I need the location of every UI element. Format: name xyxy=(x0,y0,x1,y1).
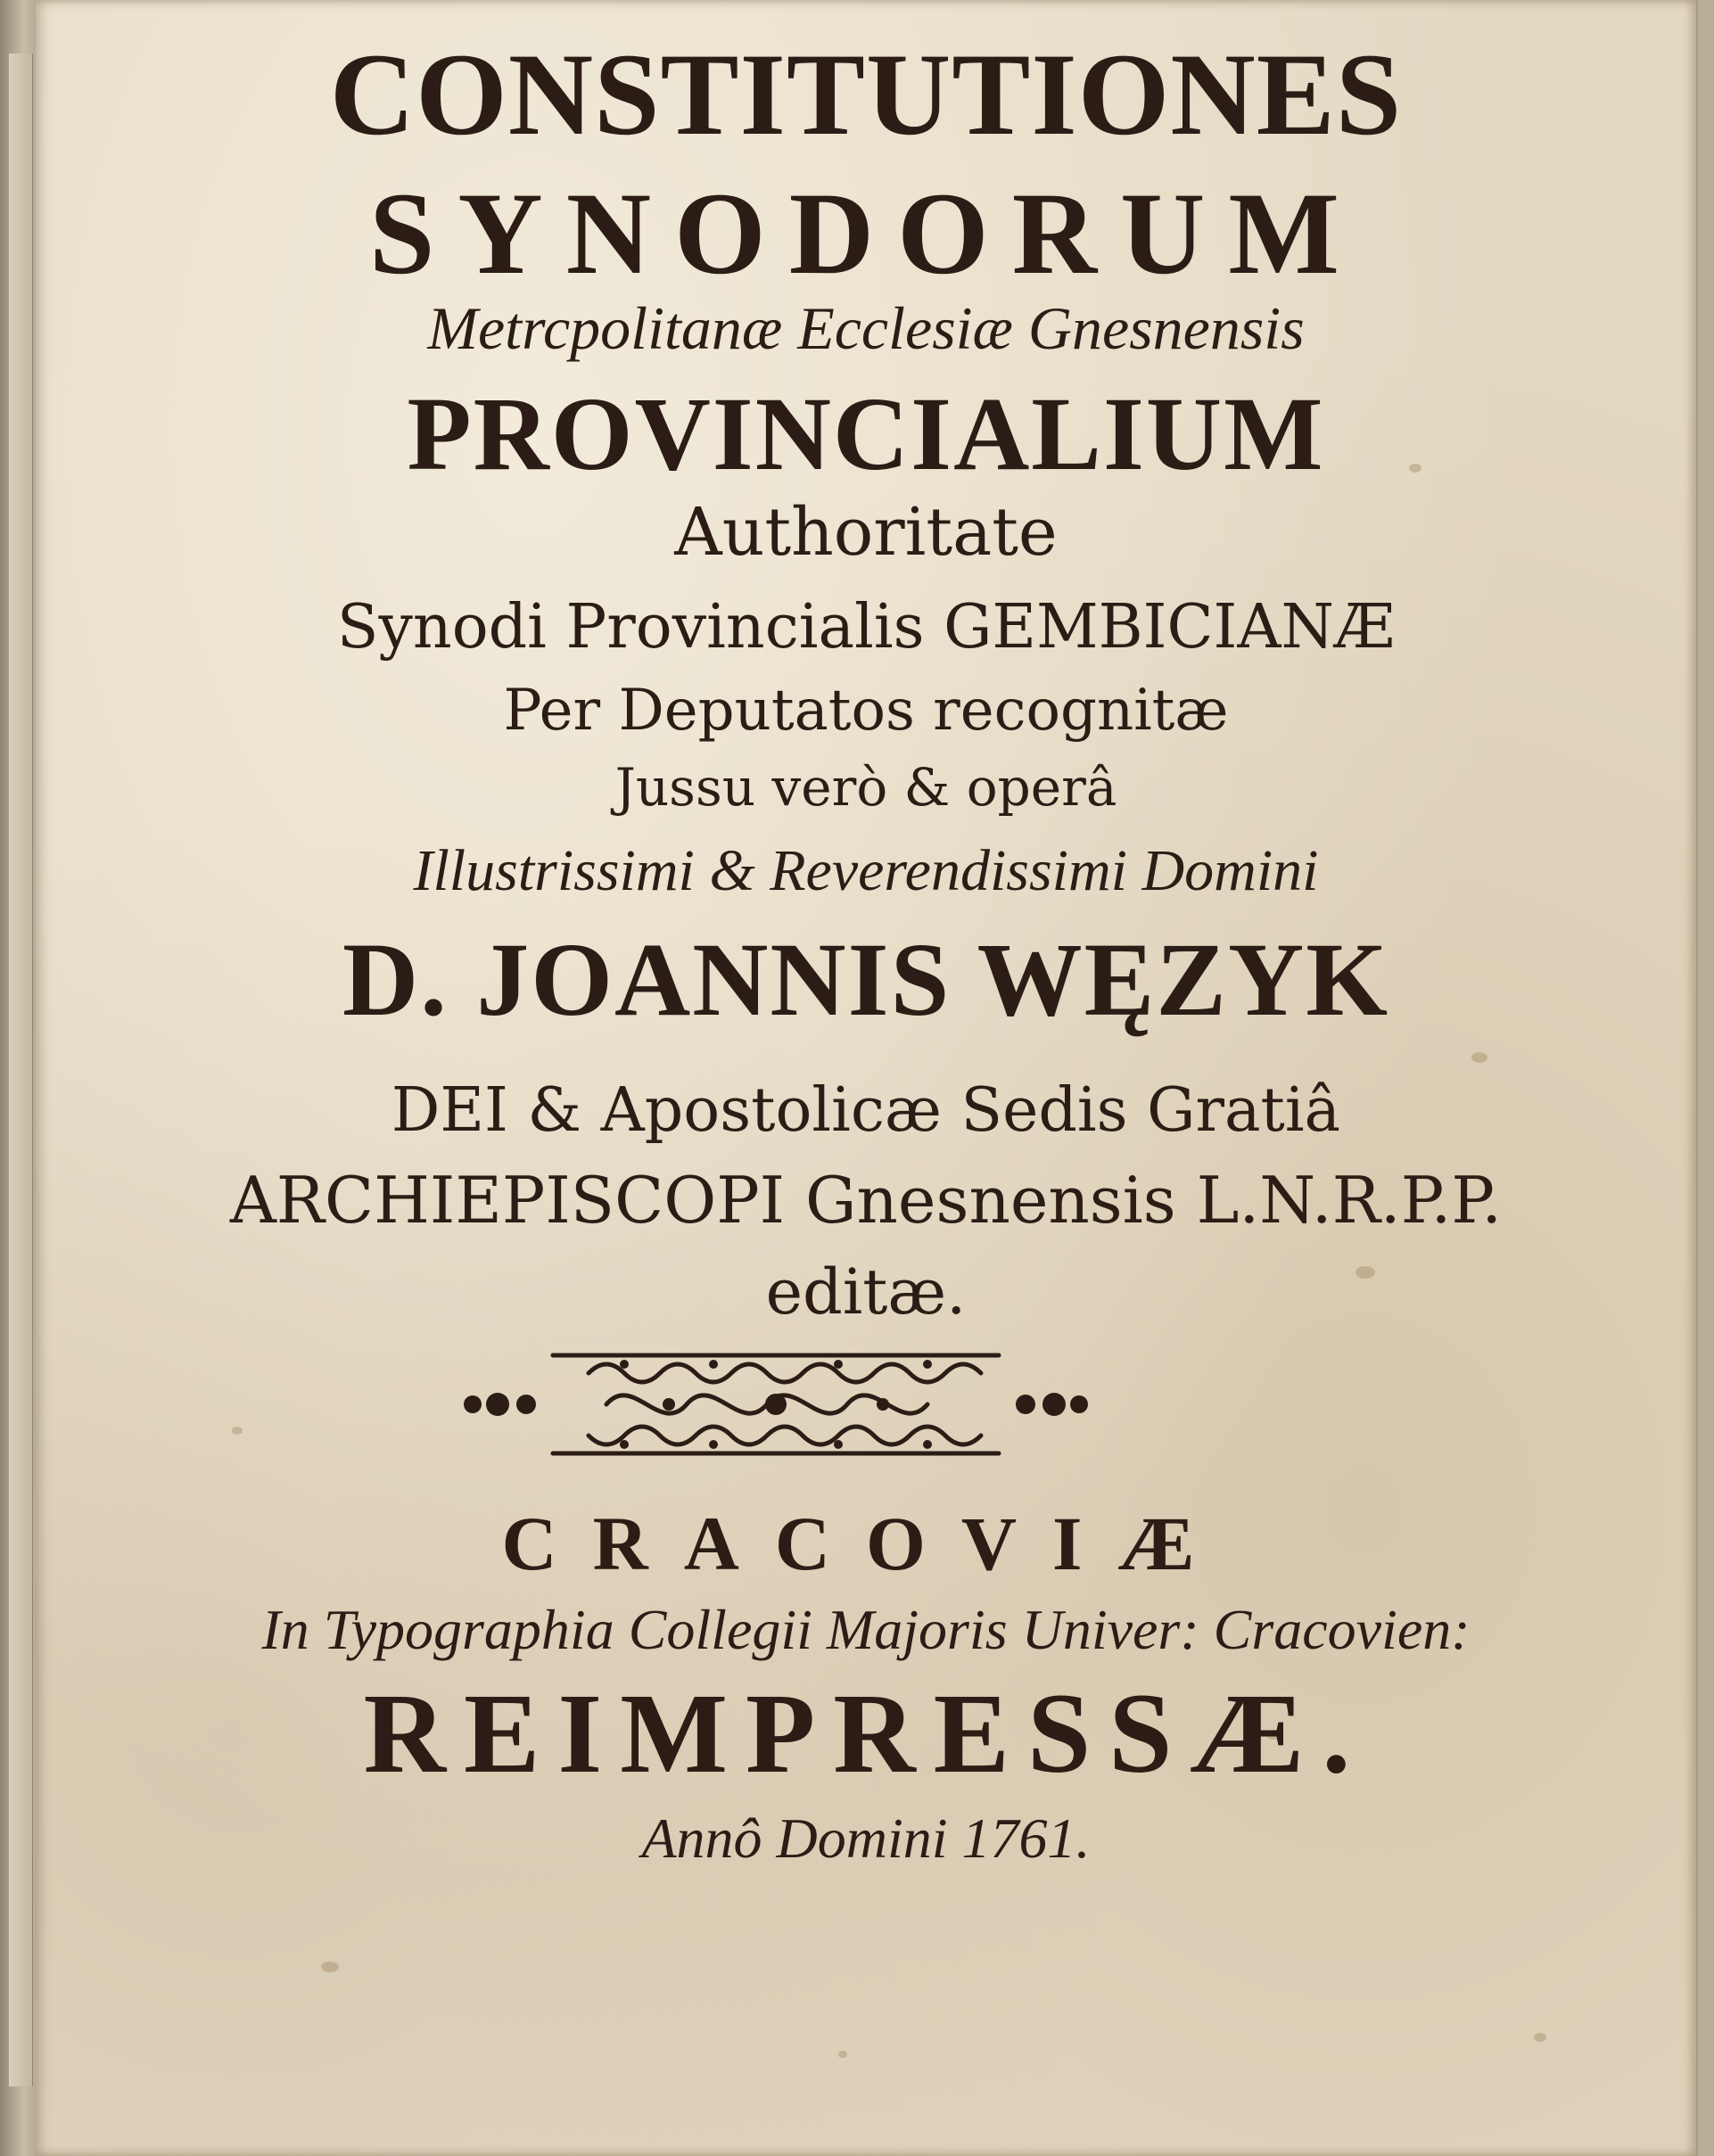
title-line-synodi: Synodi Provincialis GEMBICIANÆ xyxy=(336,592,1396,662)
title-line-editae: editæ. xyxy=(765,1255,967,1329)
title-line-jussu: Jussu verò & operâ xyxy=(614,757,1117,818)
imprint-status: REIMPRESSÆ. xyxy=(363,1670,1369,1797)
title-line-authoritate: Authoritate xyxy=(674,494,1058,571)
title-line-author-name: D. JOANNIS WĘZYK xyxy=(342,921,1389,1038)
previous-page-edge xyxy=(9,53,33,2086)
title-page xyxy=(36,0,1698,2156)
title-line-illustrissimi: Illustrissimi & Reverendissimi Domini xyxy=(413,838,1319,903)
title-line-synodorum: SYNODORUM xyxy=(369,168,1363,299)
foxing-spot xyxy=(321,1962,339,1972)
title-line-archiepiscopi: ARCHIEPISCOPI Gnesnensis L.N.R.P.P. xyxy=(229,1163,1503,1238)
title-line-dei-gratia: DEI & Apostolicæ Sedis Gratiâ xyxy=(391,1075,1341,1146)
imprint-city: CRACOVIÆ xyxy=(501,1501,1231,1586)
title-line-per-deputatos: Per Deputatos recognitæ xyxy=(503,678,1229,744)
title-line-metropolitanae: Metrcpolitanæ Ecclesiæ Gnesnensis xyxy=(427,294,1305,362)
fleuron-ornament-icon xyxy=(446,1337,1106,1471)
title-line-provincialium: PROVINCIALIUM xyxy=(407,375,1325,492)
imprint-year: Annô Domini 1761. xyxy=(641,1806,1091,1870)
foxing-spot xyxy=(232,1427,243,1435)
foxing-spot xyxy=(838,2051,847,2058)
imprint-printer: In Typographia Collegii Majoris Univer: Cracovien: xyxy=(261,1598,1471,1661)
title-line-constitutiones: CONSTITUTIONES xyxy=(329,29,1403,160)
foxing-spot xyxy=(1471,1052,1487,1063)
foxing-spot xyxy=(1534,2033,1546,2042)
